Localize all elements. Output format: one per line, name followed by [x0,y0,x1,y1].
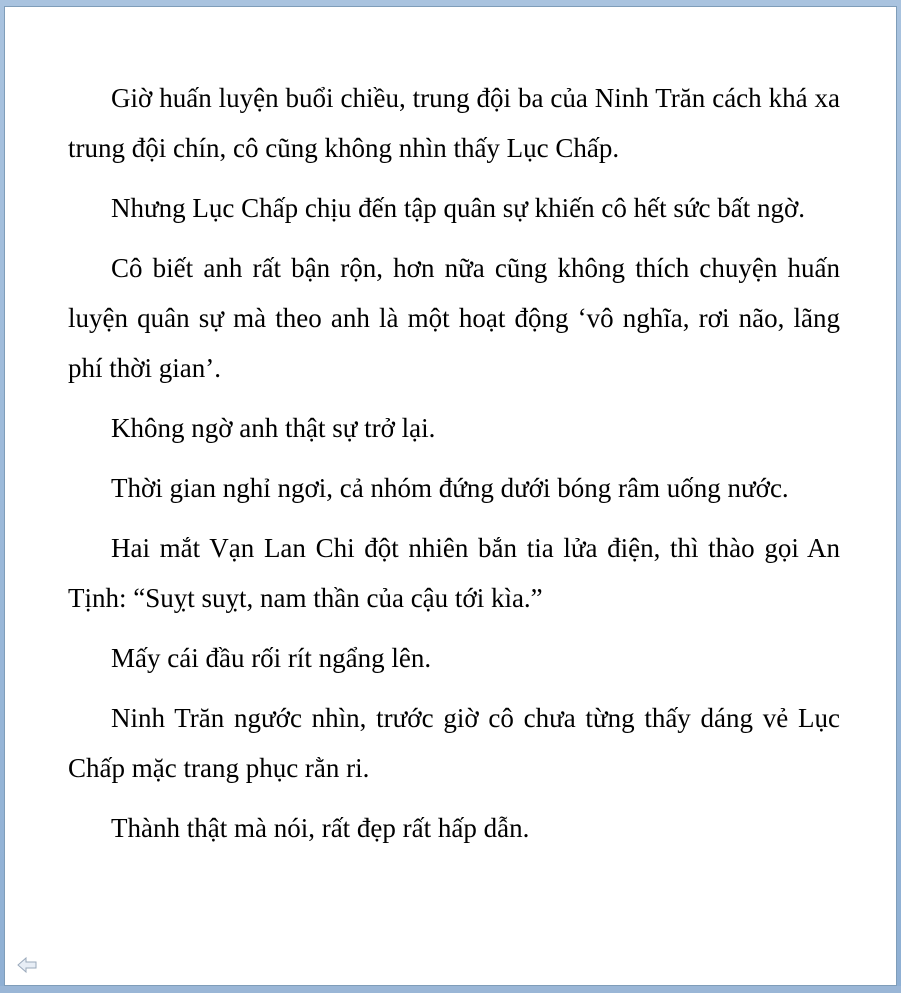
paragraph-4: Không ngờ anh thật sự trở lại. [111,413,436,443]
paragraph-6: Hai mắt Vạn Lan Chi đột nhiên bắn tia lửa điện, thì thào gọi An Tịnh: “Suỵt suỵt, nam thần của cậu tới kìa.” [68,533,840,613]
document-text [68,73,840,863]
paragraph-5: Thời gian nghỉ ngơi, cả nhóm đứng dưới bóng râm uống nước. [111,473,789,503]
paragraph-8: Ninh Trăn ngước nhìn, trước giờ cô chưa từng thấy dáng vẻ Lục Chấp mặc trang phục rằn ri. [68,703,840,783]
paragraph-2: Nhưng Lục Chấp chịu đến tập quân sự khiến cô hết sức bất ngờ. [111,193,806,223]
back-arrow-icon[interactable] [16,955,38,975]
paragraph-3: Cô biết anh rất bận rộn, hơn nữa cũng không thích chuyện huấn luyện quân sự mà theo anh là một hoạt động ‘vô nghĩa, rơi não, lãng phí thời gian’. [68,253,840,383]
paragraph-7: Mấy cái đầu rối rít ngẩng lên. [111,643,432,673]
document-page [4,6,897,986]
paragraph-1: Giờ huấn luyện buổi chiều, trung đội ba của Ninh Trăn cách khá xa trung đội chín, cô cũng không nhìn thấy Lục Chấp. [68,83,840,163]
window-bottom-border [0,986,901,993]
paragraph-9: Thành thật mà nói, rất đẹp rất hấp dẫn. [111,813,530,843]
